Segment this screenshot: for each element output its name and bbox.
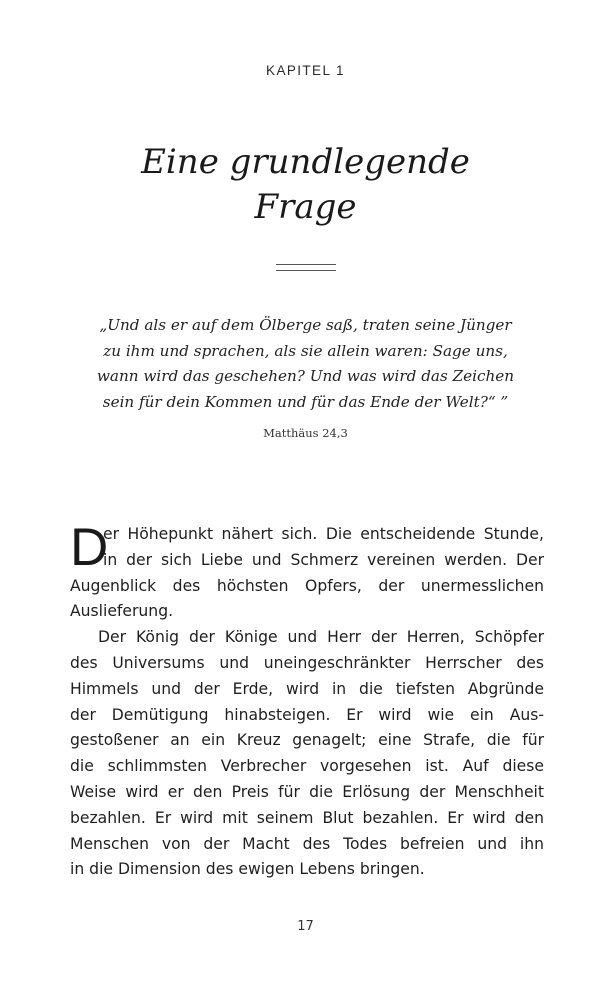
body-line: des Universums und uneingeschränkter Herrscher des [70, 653, 544, 672]
epigraph-source: Matthäus 24,3 [263, 426, 348, 440]
paragraph-2 [70, 625, 544, 883]
chapter-label: KAPITEL 1 [266, 63, 345, 78]
body-line: Himmels und der Erde, wird in die tiefsten Abgründe [70, 679, 544, 698]
body-line: Der König der Könige und Herr der Herren, Schöpfer [98, 628, 544, 647]
body-text [70, 518, 544, 883]
chapter-title-line-2: Frage [254, 187, 357, 227]
body-line: die schlimmsten Verbrecher vorgesehen ist. Auf diese [70, 757, 544, 776]
epigraph-line: zu ihm und sprachen, als sie allein waren: Sage uns, [103, 341, 508, 360]
body-line: in die Dimension des ewigen Lebens bringen. [70, 860, 425, 879]
body-line: er Höhepunkt nähert sich. Die entscheidende Stunde, [103, 525, 544, 543]
body-line: gestoßener an ein Kreuz genagelt; eine Strafe, die für [70, 731, 544, 750]
epigraph-line: sein für dein Kommen und für das Ende der Welt?“ ” [102, 392, 509, 411]
epigraph-quote [60, 313, 551, 415]
epigraph-line: „Und als er auf dem Ölberge saß, traten seine Jünger [99, 316, 512, 334]
page-number: 17 [297, 919, 314, 934]
chapter-title-line-1: Eine grundlegende [141, 142, 470, 182]
body-line: Menschen von der Macht des Todes befreien und ihn [70, 834, 544, 853]
body-line: Augenblick des höchsten Opfers, der unermesslichen [70, 576, 544, 595]
body-line: bezahlen. Er wird mit seinem Blut bezahlen. Er wird den [70, 808, 544, 827]
body-line: in der sich Liebe und Schmerz vereinen werden. Der [103, 550, 544, 569]
paragraph-1 [70, 518, 544, 625]
title-divider-ornament [276, 264, 336, 271]
chapter-title [0, 140, 611, 230]
body-line: Auslieferung. [70, 602, 174, 621]
body-line: Weise wird er den Preis für die Erlösung der Menschheit [70, 782, 544, 801]
epigraph-line: wann wird das geschehen? Und was wird das Zeichen [96, 367, 515, 385]
drop-cap: D [70, 518, 109, 577]
body-line: der Demütigung hinabsteigen. Er wird wie ein Aus- [70, 705, 544, 724]
